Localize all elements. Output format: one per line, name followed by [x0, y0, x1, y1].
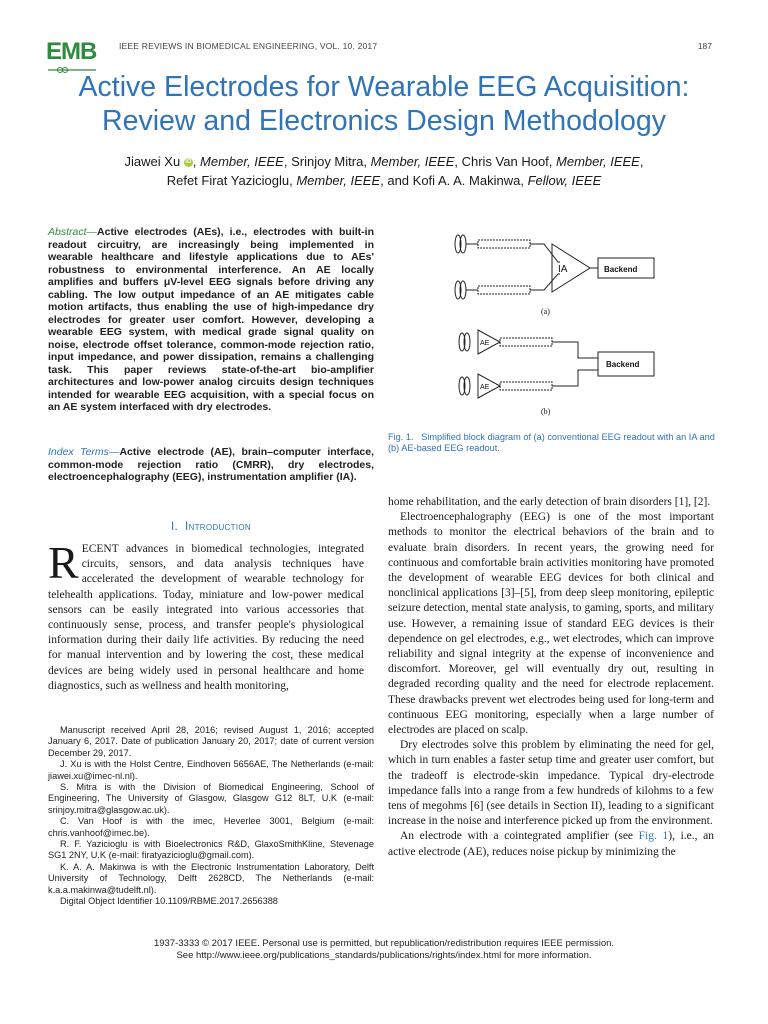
orcid-icon[interactable]: iD [185, 159, 192, 165]
body-right-column [388, 495, 714, 860]
paragraph: home rehabilitation, and the early detection of brain disorders [1], [2]. [388, 496, 711, 508]
ia-label: IA [558, 264, 568, 275]
footnote: S. Mitra is with the Division of Biomedical Engineering, School of Engineering, The University of Glasgow, Glasgow G12 8LT, U.K (e-mail: srinjoy.mitra@glasgow.ac.uk). [48, 782, 374, 815]
author-role: Member, IEEE [296, 173, 381, 188]
electrode-icon [455, 235, 560, 262]
intro-text: advances in biomedical technologies, integrated circuits, sensors, and data analysis techniques have accelerated the development of wearable technology for telehealth applications. Today, miniature and low-power medical sensors can be easily integrated into various accessories that continuously sense, process, and transfer people's physiological information during their daily life activities. By reducing the need for manual intervention and by lowering the cost, these medical devices are being widely used in personal healthcare and home diagnostics, such as wellness and health monitoring, [48, 543, 364, 692]
author-role: Fellow, IEEE [527, 173, 602, 188]
abstract-label: Abstract— [48, 226, 98, 238]
block-diagram [448, 224, 684, 420]
drop-cap: R [48, 537, 79, 588]
ae-label-1: AE [480, 340, 490, 347]
backend-label-b: Backend [606, 360, 640, 369]
page-number: 187 [697, 41, 712, 51]
figure-caption [388, 432, 718, 455]
author-name: Refet Firat Yazicioglu [166, 173, 290, 188]
caption-text: Simplified block diagram of (a) conventional EEG readout with an IA and (b) AE-based EEG readout. [388, 432, 715, 454]
author-list [60, 152, 708, 190]
caption-label: Fig. 1. [388, 432, 414, 442]
abstract-text: Active electrodes (AEs), i.e., electrodes with built-in readout circuitry, are increasingly being implemented in wearable healthcare and lifestyle applications due to AEs' robustness to environmental interference. An AE locally amplifies and buffers μV-level EEG signals before driving any cabling. The low output impedance of an AE mitigates cable motion artifacts, thus enabling the use of high-impedance dry electrodes for greater user comfort. However, developing a wearable EEG system, with medical grade signal quality on noise, electrode offset tolerance, common-mode rejection ratio, input impedance, and power dissipation, remains a challenging task. This paper reviews state-of-the-art bio-amplifier architectures and low-power analog circuits design techniques intended for wearable EEG acquisition, with a special focus on an AE system interfaced with dry electrodes. [48, 226, 374, 413]
section-number: I. [171, 521, 179, 533]
footnote: J. Xu is with the Holst Centre, Eindhoven 5656AE, The Netherlands (e-mail: jiawei.xu@imec-nl.nl). [48, 759, 374, 781]
title-line-2: Review and Electronics Design Methodology [102, 105, 666, 137]
section-title: Introduction [185, 521, 251, 533]
figure-reference-link[interactable]: Fig. 1 [638, 830, 669, 843]
footnote: Digital Object Identifier 10.1109/RBME.2017.2656388 [60, 896, 278, 907]
author-role: Member, IEEE [370, 154, 455, 169]
footnote: R. F. Yazicioglu is with Bioelectronics R&D, GlaxoSmithKline, Stevenage SG1 2NY, U.K (e-mail: firatyazicioglu@gmail.com). [48, 839, 374, 861]
author-name: Srinjoy Mitra [291, 154, 364, 169]
figure-1 [448, 224, 684, 420]
copyright-footer [40, 938, 728, 962]
journal-name: IEEE REVIEWS IN BIOMEDICAL ENGINEERING, VOL. 10, 2017 [119, 41, 378, 51]
electrode-icon [455, 274, 560, 299]
index-terms-label: Index Terms— [48, 446, 120, 458]
subfigure-a-label: (a) [541, 307, 550, 316]
paragraph: Dry electrodes solve this problem by eliminating the need for gel, which in turn enables a faster setup time and greater user comfort, but the tradeoff is electrode-skin impedance. Typical dry-electrode impedance falls into a range from a few hundreds of kilohms to a few tens of megohms [6] (see details in Section II), leading to a significant increase in the noise and interference picked up from the environment. [388, 739, 714, 828]
lead-word: ECENT [81, 543, 119, 555]
index-terms [48, 446, 374, 484]
section-heading [48, 521, 374, 533]
author-name: Kofi A. A. Makinwa [412, 173, 521, 188]
footnote: C. Van Hoof is with the imec, Heverlee 3001, Belgium (e-mail: chris.vanhoof@imec.be). [48, 816, 374, 838]
title-line-1: Active Electrodes for Wearable EEG Acquisition: [78, 71, 690, 103]
subfigure-b-label: (b) [541, 407, 551, 416]
footnote: K. A. A. Makinwa is with the Electronic Instrumentation Laboratory, Delft University of Technology, Delft 2628CD, The Netherlands (e-mail: k.a.a.makinwa@tudelft.nl). [48, 861, 374, 895]
ae-label-2: AE [480, 384, 490, 391]
abstract [48, 226, 374, 414]
backend-label-a: Backend [604, 265, 638, 274]
author-name: Chris Van Hoof [461, 154, 549, 169]
emb-logo-text: EMB [46, 38, 97, 65]
paragraph-text: ), i.e., an active electrode (AE), reduces noise pickup by minimizing the [388, 830, 715, 858]
footnotes [48, 725, 374, 908]
index-terms-text: Active electrode (AE), brain–computer interface, common-mode rejection ratio (CMRR), dry electrodes, electroencephalography (EEG), instrumentation amplifier (IA). [48, 446, 375, 483]
author-name: Jiawei Xu [124, 154, 181, 169]
author-line-1: Jiawei Xu iD , Member, IEEE, Srinjoy Mitra, Member, IEEE, Chris Van Hoof, Member, IEEE, [124, 154, 644, 169]
paragraph: Electroencephalography (EEG) is one of the most important methods to monitor the electrical behaviors of the brain and to evaluate brain disorders. In recent years, the growing need for continuous and comfortable brain activities monitoring have promoted the development of wearable EEG devices for both clinical and nonclinical applications [3]–[5], from deep sleep monitoring, epileptic seizure detection, mental state analysis, to gaming, sports, and military use. However, a remaining issue of standard EEG devices is their dependence on gel electrodes, e.g., wet electrodes, which can improve reliability and signal integrity at the expense of inconvenience and discomfort. Moreover, gel will eventually dry out, resulting in degraded recording quality and the need for electrode replacement. These drawbacks prevent wet electrodes being used for long-term and continuous EEG monitoring, especially when a large number of electrodes are placed on scalp. [388, 511, 714, 737]
author-role: Member, IEEE [556, 154, 640, 169]
paper-title [30, 70, 738, 138]
author-line-2: Refet Firat Yazicioglu, Member, IEEE, and Kofi A. A. Makinwa, Fellow, IEEE [166, 173, 602, 188]
body-left-column [48, 537, 364, 694]
footnote: Manuscript received April 28, 2016; revised August 1, 2016; accepted January 6, 2017. Date of publication January 20, 2017; date of current version December 29, 2017. [48, 725, 374, 758]
paragraph [388, 829, 714, 859]
copyright-line: 1937-3333 © 2017 IEEE. Personal use is permitted, but republication/redistribution requires IEEE permission. [153, 938, 615, 949]
paragraph-text: An electrode with a cointegrated amplifier (see [400, 830, 639, 843]
author-role: Member, IEEE [200, 154, 284, 169]
rights-line: See http://www.ieee.org/publications_standards/publications/rights/index.html for more information. [176, 950, 592, 961]
